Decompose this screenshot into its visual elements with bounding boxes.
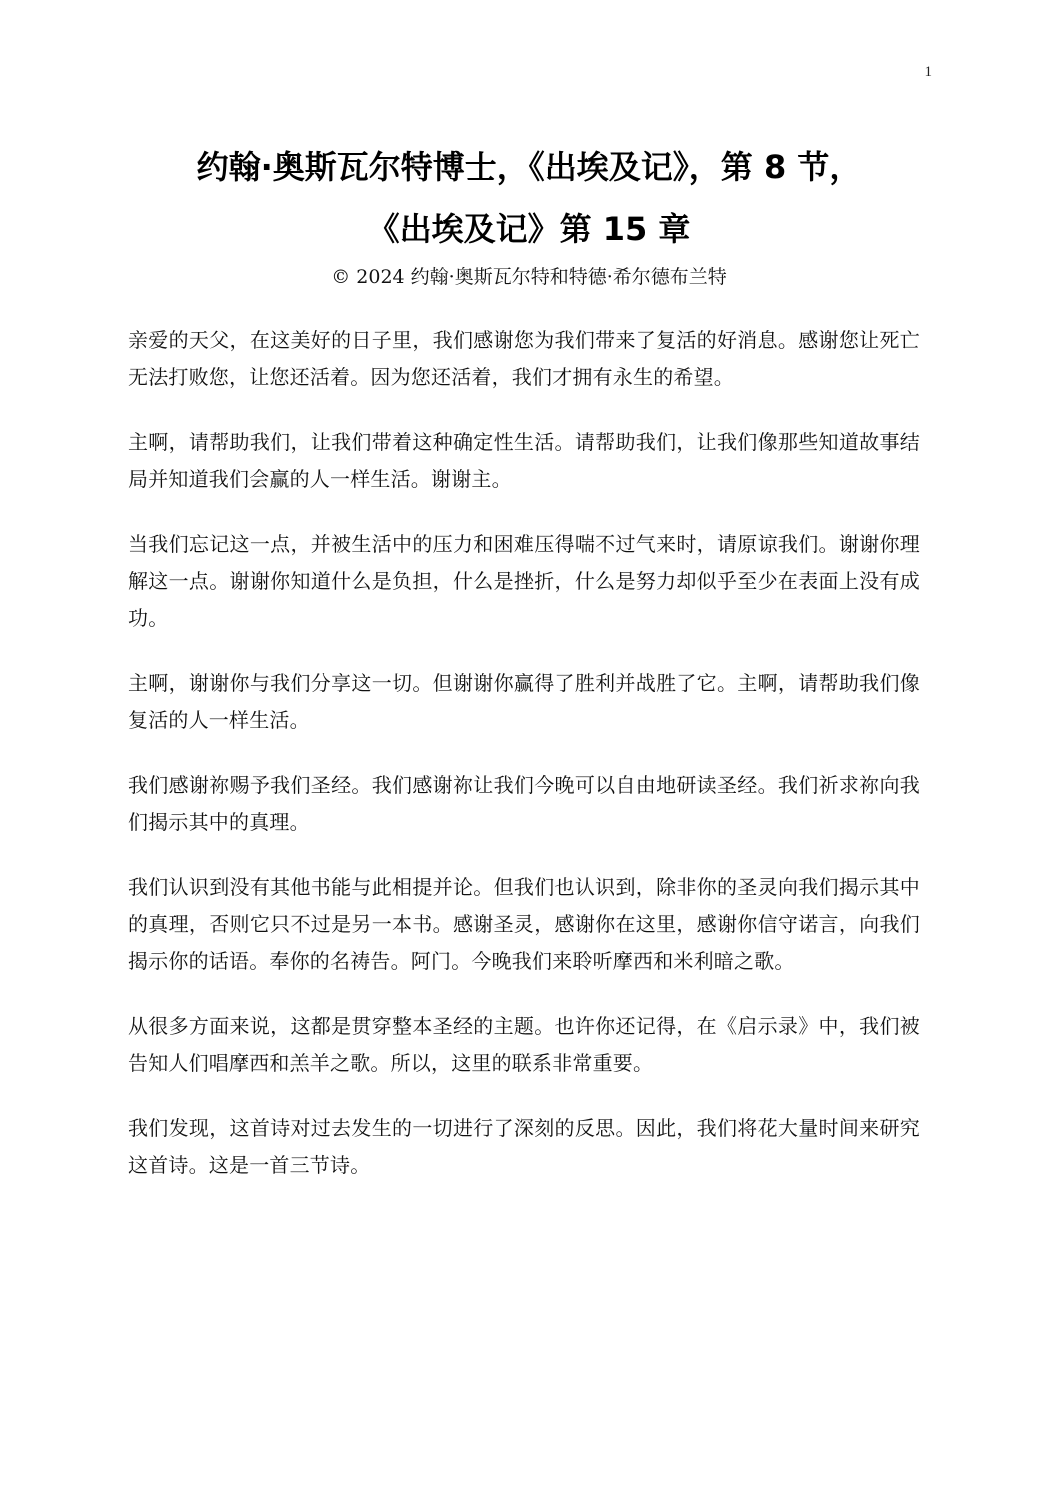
paragraph: 主啊，请帮助我们，让我们带着这种确定性生活。请帮助我们，让我们像那些知道故事结局并知道我们会赢的人一样生活。谢谢主。 — [128, 430, 920, 491]
document-body — [128, 322, 920, 1212]
paragraph: 我们感谢祢赐予我们圣经。我们感谢祢让我们今晚可以自由地研读圣经。我们祈求祢向我们揭示其中的真理。 — [128, 773, 920, 834]
document-title-line-1: 约翰·奥斯瓦尔特博士，《出埃及记》，第 8 节， — [196, 148, 862, 186]
document-title-line-2: 《出埃及记》第 15 章 — [367, 210, 691, 248]
page-number: 1 — [924, 64, 932, 80]
paragraph: 我们认识到没有其他书能与此相提并论。但我们也认识到，除非你的圣灵向我们揭示其中的真理，否则它只不过是另一本书。感谢圣灵，感谢你在这里，感谢你信守诺言，向我们揭示你的话语。奉你的名祷告。阿门。今晚我们来聆听摩西和米利暗之歌。 — [128, 875, 920, 973]
document-header — [100, 136, 958, 292]
copyright-notice: © 2024 约翰·奥斯瓦尔特和特德·希尔德布兰特 — [331, 266, 727, 288]
paragraph: 主啊，谢谢你与我们分享这一切。但谢谢你赢得了胜利并战胜了它。主啊，请帮助我们像复活的人一样生活。 — [128, 671, 920, 732]
paragraph: 我们发现，这首诗对过去发生的一切进行了深刻的反思。因此，我们将花大量时间来研究这首诗。这是一首三节诗。 — [128, 1116, 920, 1177]
paragraph: 当我们忘记这一点，并被生活中的压力和困难压得喘不过气来时，请原谅我们。谢谢你理解这一点。谢谢你知道什么是负担，什么是挫折，什么是努力却似乎至少在表面上没有成功。 — [128, 532, 920, 630]
paragraph: 亲爱的天父，在这美好的日子里，我们感谢您为我们带来了复活的好消息。感谢您让死亡无法打败您，让您还活着。因为您还活着，我们才拥有永生的希望。 — [128, 328, 920, 389]
paragraph: 从很多方面来说，这都是贯穿整本圣经的主题。也许你还记得，在《启示录》中，我们被告知人们唱摩西和羔羊之歌。所以，这里的联系非常重要。 — [128, 1014, 920, 1075]
